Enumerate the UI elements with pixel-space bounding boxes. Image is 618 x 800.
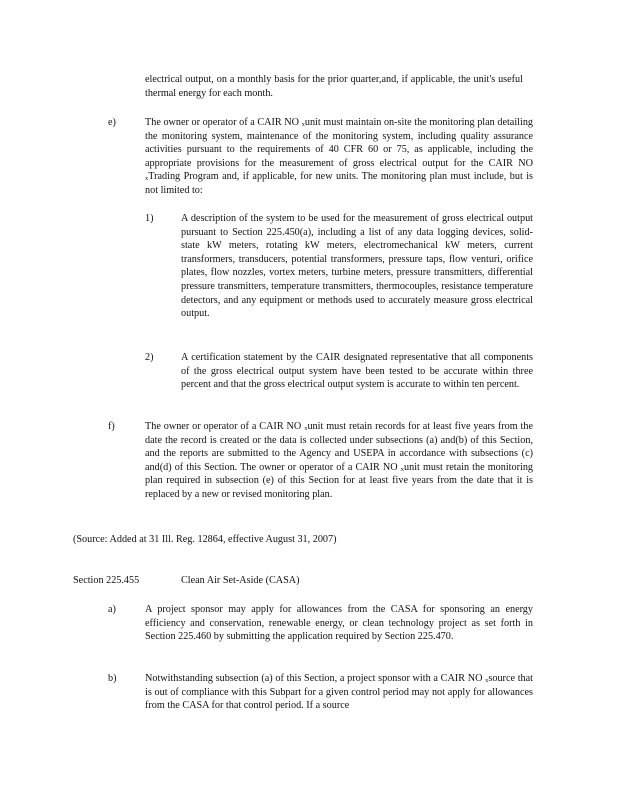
continued-paragraph: electrical output, on a monthly basis for the prior quarter,and, if applicable, the unit's useful thermal energy for each month. (145, 74, 523, 99)
item-label-e1: 1) (145, 213, 154, 224)
section-number: Section 225.455 (73, 575, 140, 586)
paragraph-a: A project sponsor may apply for allowances from the CASA for sponsoring an energy efficiency and conservation, renewable energy, or clean technology project as set forth in Section 225.460 by submitting the application required by Section 225.470. (145, 604, 533, 643)
item-label-a: a) (108, 604, 116, 615)
paragraph-e2: A certification statement by the CAIR designated representative that all components of the gross electrical output system have been tested to be accurate within three percent and that the gross electrical output system is accurate to within ten percent. (181, 352, 533, 391)
item-label-b: b) (108, 673, 117, 684)
section-title: Clean Air Set-Aside (CASA) (181, 575, 300, 586)
source-note: (Source: Added at 31 Ill. Reg. 12864, effective August 31, 2007) (73, 534, 337, 545)
item-label-f: f) (108, 421, 115, 432)
paragraph-b: Notwithstanding subsection (a) of this Section, a project sponsor with a CAIR NO $_x$source that is out of compliance with this Subpart for a given control period may not apply for allowances from the CASA for that control period. If a source (145, 673, 533, 712)
paragraph-e: The owner or operator of a CAIR NO $_x$unit must maintain on-site the monitoring plan detailing the monitoring system, maintenance of the monitoring system, including quality assurance activities pursuant to the requirements of 40 CFR 60 or 75, as applicable, including the appropriate provisions for the measurement of gross electrical output for the CAIR NO $_x$Trading Program and, if applicable, for new units. The monitoring plan must include, but is not limited to: (145, 117, 534, 196)
item-label-e: e) (108, 117, 116, 128)
item-label-e2: 2) (145, 352, 154, 363)
paragraph-f: The owner or operator of a CAIR NO $_x$unit must retain records for at least five years from the date the record is created or the data is collected under subsections (a) and(b) of this Section, and the reports are submitted to the Agency and USEPA in accordance with subsections (c) and(d) of this Section. The owner or operator of a CAIR NO $_x$unit must retain the monitoring plan required in subsection (e) of this Section for at least five years from the date that it is replaced by a new or revised monitoring plan. (145, 421, 534, 500)
paragraph-e1: A description of the system to be used for the measurement of gross electrical output pursuant to Section 225.450(a), including a list of any data logging devices, solid-state kW meters, rotating kW meters, electromechanical kW meters, current transformers, transducers, potential transformers, pressure taps, flow venturi, orifice plates, flow nozzles, vortex meters, turbine meters, pressure transmitters, differential pressure transmitters, temperature transmitters, thermocouples, resistance temperature detectors, and any equipment or methods used to accurately measure gross electrical output. (181, 213, 533, 320)
